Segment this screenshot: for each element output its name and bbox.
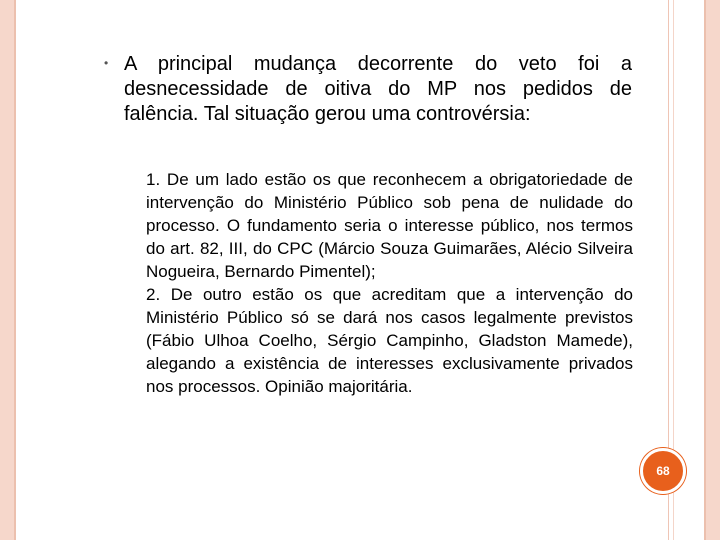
sub-list [146,168,633,398]
sub-item-2: 2. De outro estão os que acreditam que a intervenção do Ministério Público só se dará nos casos legalmente previstos (Fábio Ulhoa Coelho, Sérgio Campinho, Gladston Mamede), alegando a existência de interesses exclusivamente privados nos processos. Opinião majoritária. [146,285,633,396]
main-paragraph: A principal mudança decorrente do veto foi a desnecessidade de oitiva do MP nos pedidos de falência. Tal situação gerou uma controvérsia: [124,53,632,125]
page-number: 68 [656,464,670,478]
page-number-badge [640,448,686,494]
right-decorative-border [706,0,720,540]
left-decorative-border [0,0,14,540]
bullet-icon: • [104,56,109,70]
sub-item-1: 1. De um lado estão os que reconhecem a obrigatoriedade de intervenção do Ministério Público sob pena de nulidade do processo. O fundamento seria o interesse público, nos termos do art. 82, III, do CPC (Márcio Souza Guimarães, Alécio Silveira Nogueira, Bernardo Pimentel); [146,170,633,281]
